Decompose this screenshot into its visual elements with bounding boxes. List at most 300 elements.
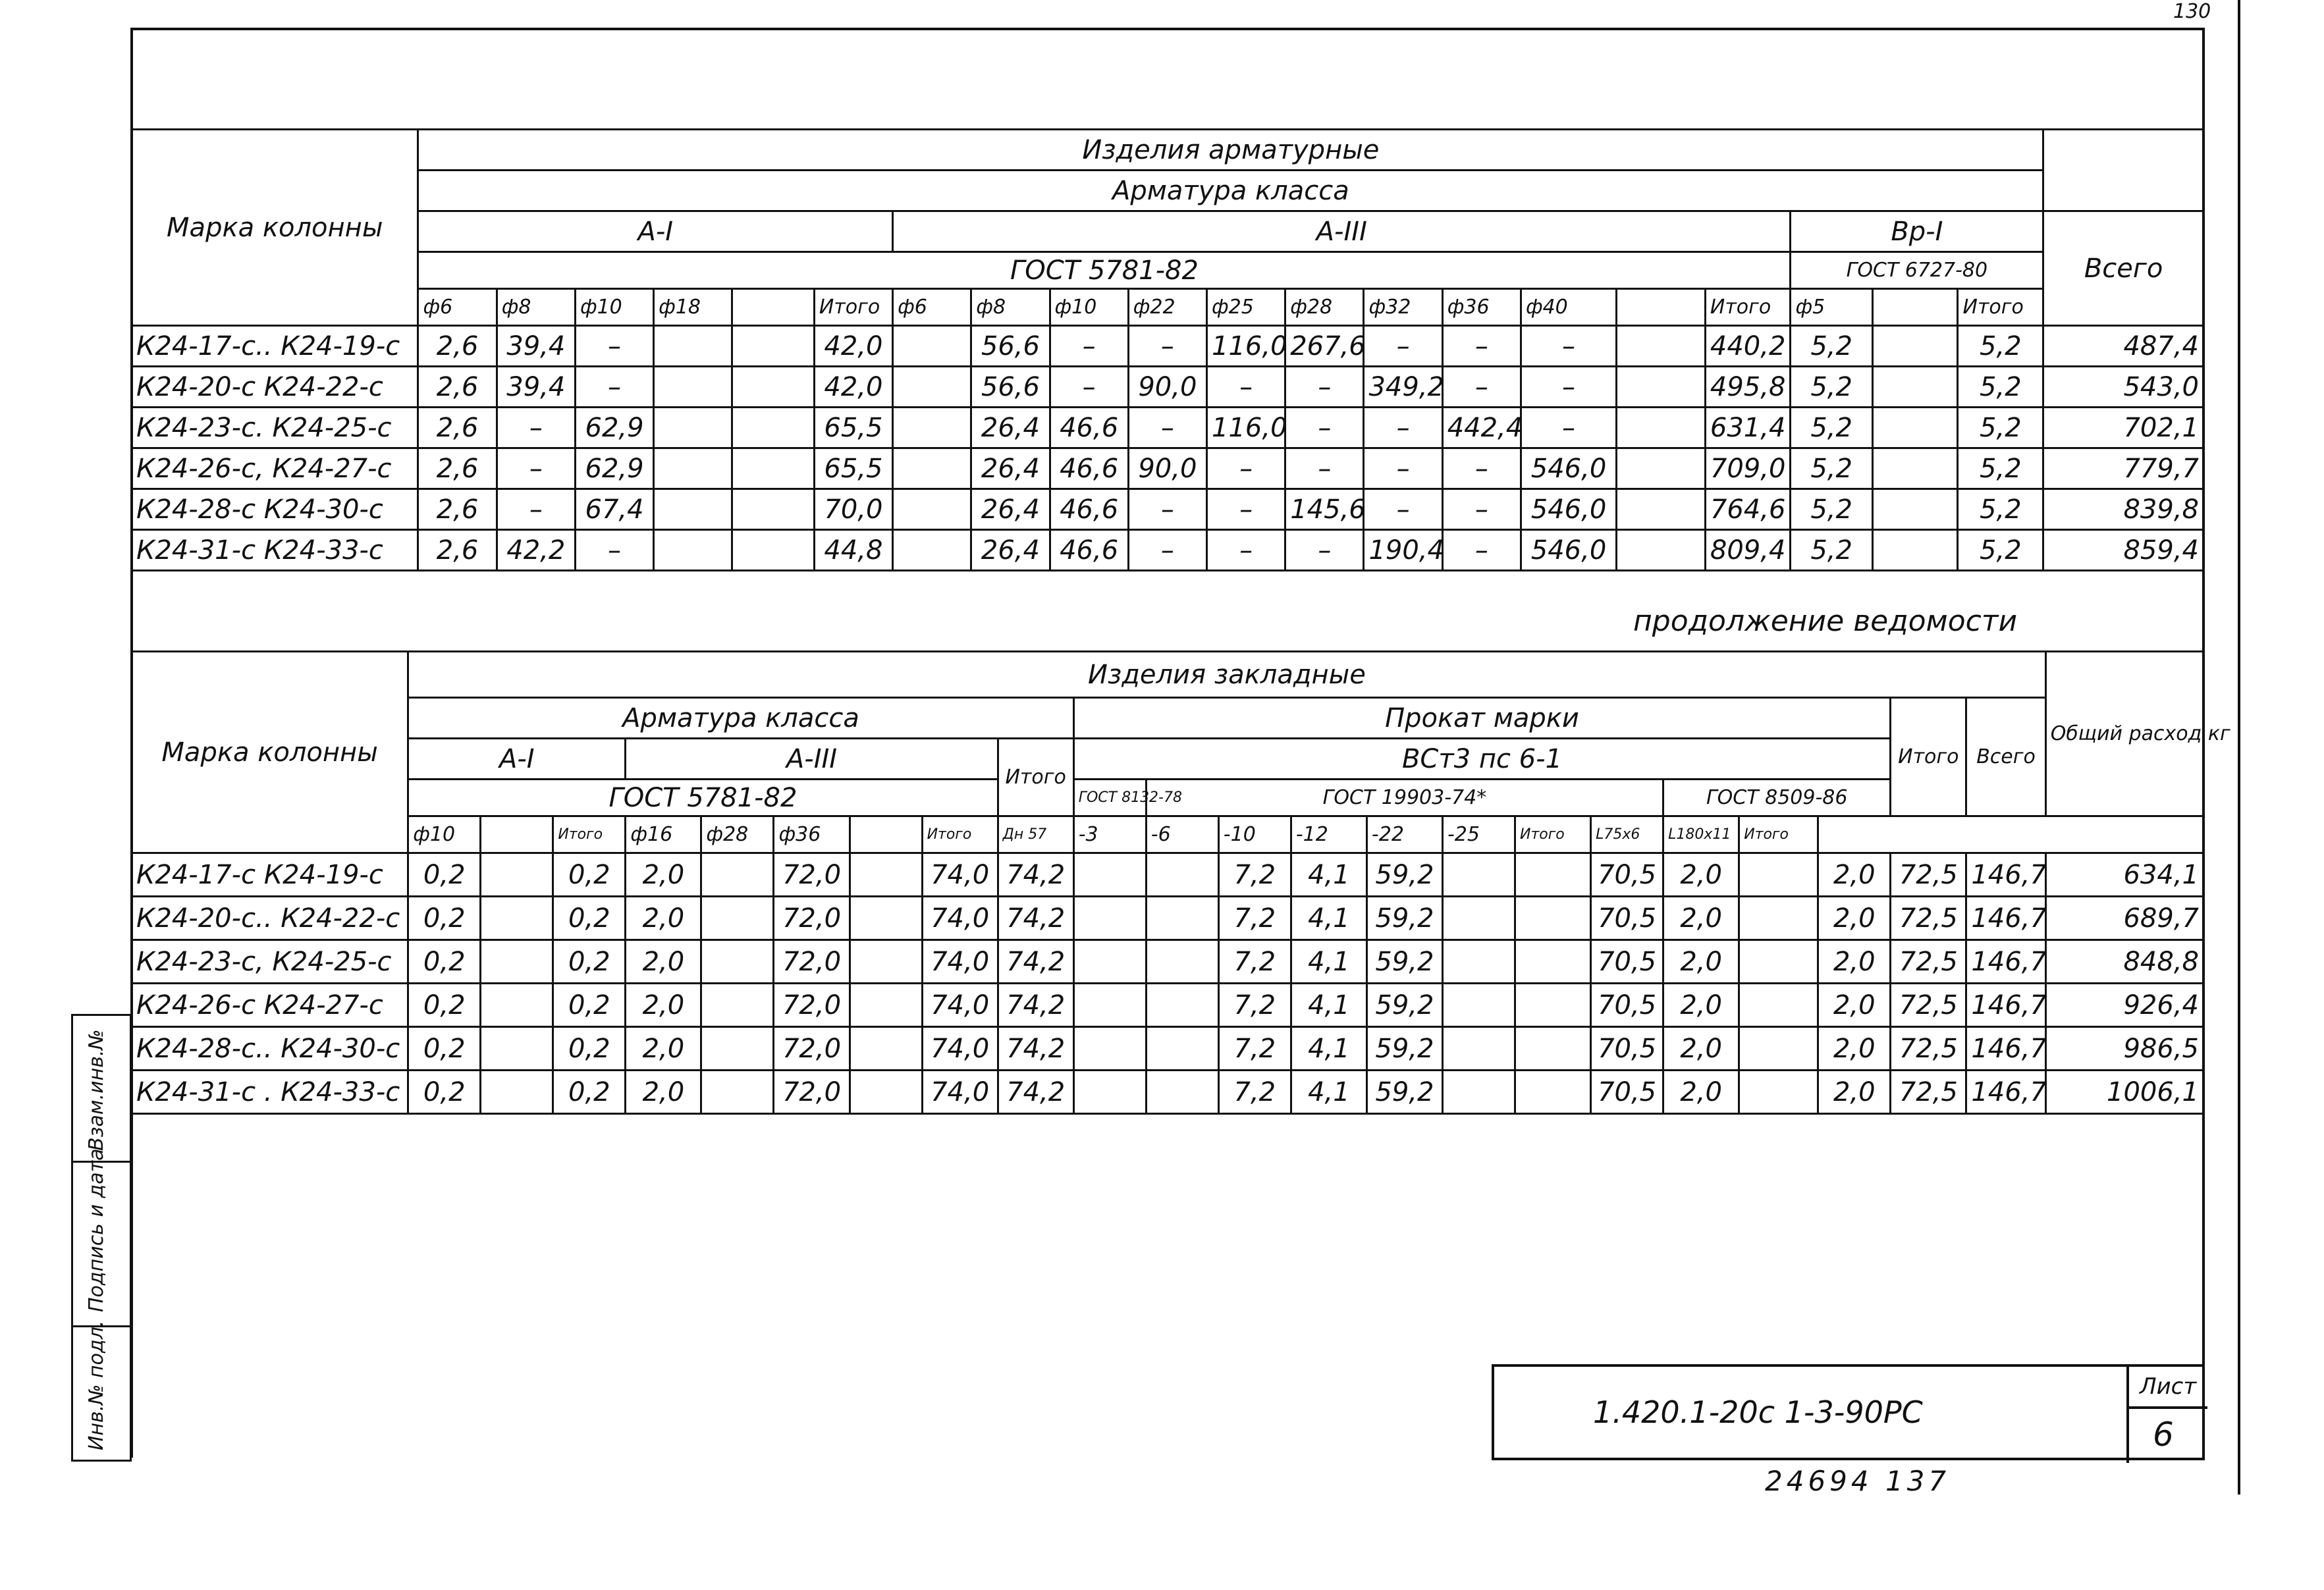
cell-value: 2,0 (626, 897, 701, 940)
cell-value: 67,4 (575, 489, 653, 530)
reinforcement-table (130, 128, 2205, 571)
cell-value (1146, 940, 1218, 984)
cell-value: 74,2 (998, 1071, 1073, 1114)
total-header: Всего (2043, 211, 2204, 326)
cell-value: – (1521, 326, 1616, 367)
cell-value: 74,2 (998, 984, 1073, 1027)
cell-value (1617, 408, 1706, 448)
cell-value: 146,7 (1966, 853, 2045, 897)
bottom-col-header: -6 (1146, 816, 1218, 853)
cell-value (732, 530, 814, 571)
bottom-table-row (132, 1027, 2204, 1071)
bottom-table-row (132, 897, 2204, 940)
cell-value: – (1442, 326, 1521, 367)
column-mark: К24-28-с.. К24-30-с (132, 1027, 408, 1071)
cell-value (1739, 1027, 1818, 1071)
top-col-header: ф36 (1442, 289, 1521, 326)
cell-value (701, 1027, 774, 1071)
cell-value: 90,0 (1128, 448, 1206, 489)
top-col-header: ф8 (971, 289, 1050, 326)
cell-value (1872, 367, 1958, 408)
bottom-col-header: -12 (1291, 816, 1366, 853)
mark-header-2: Марка колонны (132, 652, 408, 853)
top-col-header: Итого (1958, 289, 2043, 326)
cell-value: 74,0 (922, 940, 998, 984)
cell-value: 764,6 (1705, 489, 1791, 530)
cell-value (850, 940, 922, 984)
cell-value: 634,1 (2045, 853, 2203, 897)
cell-value: – (1364, 489, 1442, 530)
cell-value (481, 853, 553, 897)
bottom-col-header: ф16 (626, 816, 701, 853)
cell-value (1617, 448, 1706, 489)
cell-value: – (1050, 326, 1128, 367)
cell-value: 65,5 (814, 448, 892, 489)
cell-value: 859,4 (2043, 530, 2204, 571)
total-header-2: Всего (1966, 698, 2045, 816)
cell-value: 146,7 (1966, 984, 2045, 1027)
side-strip (71, 1014, 132, 1462)
cell-value (1617, 326, 1706, 367)
bottom-col-header (850, 816, 922, 853)
cell-value: 986,5 (2045, 1027, 2203, 1071)
cell-value: 4,1 (1291, 984, 1366, 1027)
top-col-header: ф6 (893, 289, 971, 326)
cell-value: 26,4 (971, 530, 1050, 571)
cell-value (732, 367, 814, 408)
bottom-col-header: ф36 (774, 816, 850, 853)
cell-value (1872, 408, 1958, 448)
cell-value (1872, 448, 1958, 489)
cell-value: 46,6 (1050, 530, 1128, 571)
cell-value (1617, 367, 1706, 408)
cell-value (701, 1071, 774, 1114)
cell-value: 546,0 (1521, 448, 1616, 489)
top-table-row (132, 326, 2204, 367)
cell-value: – (1442, 367, 1521, 408)
cell-value (481, 1027, 553, 1071)
cell-value: 839,8 (2043, 489, 2204, 530)
cell-value (732, 489, 814, 530)
cell-value: 59,2 (1366, 853, 1442, 897)
cell-value: 2,0 (1818, 940, 1891, 984)
cell-value: 7,2 (1218, 1027, 1291, 1071)
cell-value (1515, 897, 1591, 940)
bottom-col-header: -22 (1366, 816, 1442, 853)
cell-value: 5,2 (1791, 326, 1872, 367)
cell-value: 74,2 (998, 1027, 1073, 1071)
cell-value: 1006,1 (2045, 1071, 2203, 1114)
cell-value: 546,0 (1521, 530, 1616, 571)
top-col-header: ф10 (1050, 289, 1128, 326)
cell-value: 146,7 (1966, 897, 2045, 940)
cell-value (893, 448, 971, 489)
top-table-row (132, 367, 2204, 408)
cell-value: 74,0 (922, 1027, 998, 1071)
cell-value: 59,2 (1366, 1027, 1442, 1071)
cell-value (654, 448, 732, 489)
cell-value (701, 897, 774, 940)
right-border-rule (2238, 0, 2240, 1495)
class-title-2: Арматура класса (408, 698, 1073, 739)
cell-value: 0,2 (408, 984, 481, 1027)
cell-value: 46,6 (1050, 408, 1128, 448)
cell-value: 72,0 (774, 853, 850, 897)
cell-value: 495,8 (1705, 367, 1791, 408)
bottom-col-header: Итого (553, 816, 626, 853)
cell-value: 74,0 (922, 897, 998, 940)
cell-value (850, 1071, 922, 1114)
cell-value (1073, 940, 1146, 984)
cell-value: 2,0 (626, 1027, 701, 1071)
cell-value (1515, 1071, 1591, 1114)
top-col-header (1617, 289, 1706, 326)
cell-value (1515, 1027, 1591, 1071)
cell-value (481, 1071, 553, 1114)
cell-value: 848,8 (2045, 940, 2203, 984)
column-mark: К24-20-с К24-22-с (132, 367, 418, 408)
cell-value (701, 853, 774, 897)
column-mark: К24-17-с К24-19-с (132, 853, 408, 897)
cell-value (654, 326, 732, 367)
cell-value: – (1442, 530, 1521, 571)
cell-value: 0,2 (553, 940, 626, 984)
cell-value: – (1521, 367, 1616, 408)
cell-value: 7,2 (1218, 853, 1291, 897)
cell-value: 62,9 (575, 448, 653, 489)
cell-value: 2,0 (1663, 1027, 1739, 1071)
cell-value: – (1285, 408, 1364, 448)
bottom-col-header: Итого (1739, 816, 1818, 853)
cell-value: 4,1 (1291, 853, 1366, 897)
cell-value (1515, 984, 1591, 1027)
cell-value (1442, 1027, 1515, 1071)
cell-value: 72,5 (1891, 1071, 1966, 1114)
cell-value: 5,2 (1958, 408, 2043, 448)
class-title: Арматура класса (418, 171, 2043, 211)
cell-value (1073, 1071, 1146, 1114)
continuation-note: продолжение ведомости (1633, 604, 2018, 638)
cell-value: 779,7 (2043, 448, 2204, 489)
cell-value (701, 940, 774, 984)
cell-value: 44,8 (814, 530, 892, 571)
cell-value (1146, 984, 1218, 1027)
cell-value (893, 408, 971, 448)
bottom-col-header: -10 (1218, 816, 1291, 853)
cell-value: – (1128, 489, 1206, 530)
cell-value: 7,2 (1218, 940, 1291, 984)
cell-value (850, 853, 922, 897)
gost-6727: ГОСТ 6727-80 (1791, 252, 2043, 289)
cell-value: 70,5 (1591, 897, 1663, 940)
cell-value (1073, 1027, 1146, 1071)
cell-value: 5,2 (1791, 530, 1872, 571)
cell-value: 72,0 (774, 1027, 850, 1071)
cell-value (1739, 940, 1818, 984)
title-block (1492, 1364, 2205, 1460)
gost-8509: ГОСТ 8509-86 (1663, 780, 1891, 816)
bottom-col-header: ф28 (701, 816, 774, 853)
cell-value: 70,5 (1591, 984, 1663, 1027)
cell-value: 631,4 (1705, 408, 1791, 448)
cell-value (1146, 1027, 1218, 1071)
cell-value: 2,0 (626, 940, 701, 984)
cell-value: 56,6 (971, 326, 1050, 367)
group-bp1: Вр-I (1791, 211, 2043, 252)
cell-value (1872, 530, 1958, 571)
top-table-row (132, 448, 2204, 489)
top-col-header: ф18 (654, 289, 732, 326)
cell-value: 267,6 (1285, 326, 1364, 367)
cell-value: 4,1 (1291, 940, 1366, 984)
cell-value (1617, 530, 1706, 571)
top-col-header: Итого (1705, 289, 1791, 326)
cell-value (893, 367, 971, 408)
cell-value: – (497, 408, 575, 448)
column-mark: К24-23-с, К24-25-с (132, 940, 408, 984)
top-table-row (132, 489, 2204, 530)
cell-value (1073, 853, 1146, 897)
column-mark: К24-26-с К24-27-с (132, 984, 408, 1027)
column-mark: К24-17-с.. К24-19-с (132, 326, 418, 367)
cell-value (850, 897, 922, 940)
cell-value: 2,0 (1663, 984, 1739, 1027)
top-col-header: ф28 (1285, 289, 1364, 326)
top-col-header: ф40 (1521, 289, 1616, 326)
top-col-header (1872, 289, 1958, 326)
column-mark: К24-23-с. К24-25-с (132, 408, 418, 448)
cell-value: 65,5 (814, 408, 892, 448)
gost-5781: ГОСТ 5781-82 (418, 252, 1791, 289)
cell-value: – (1364, 448, 1442, 489)
cell-value: 72,5 (1891, 984, 1966, 1027)
cell-value: – (575, 530, 653, 571)
bottom-table-row (132, 940, 2204, 984)
cell-value: – (1364, 408, 1442, 448)
cell-value (893, 489, 971, 530)
cell-value (1442, 984, 1515, 1027)
itogo-rebar-header: Итого (998, 739, 1073, 816)
bottom-col-header: ф10 (408, 816, 481, 853)
cell-value: 59,2 (1366, 984, 1442, 1027)
cell-value: 70,5 (1591, 1027, 1663, 1071)
gost-8132: ГОСТ 8132-78 (1073, 780, 1146, 816)
cell-value: 42,0 (814, 367, 892, 408)
cell-value: 5,2 (1958, 530, 2043, 571)
cell-value: 2,0 (1818, 1071, 1891, 1114)
cell-value: 74,2 (998, 940, 1073, 984)
cell-value: – (1207, 489, 1285, 530)
cell-value: 146,7 (1966, 1027, 2045, 1071)
cell-value: 146,7 (1966, 940, 2045, 984)
cell-value: 2,0 (626, 984, 701, 1027)
side-label-replace: Взам.инв.№ (85, 1029, 108, 1151)
document-code: 1.420.1-20с 1-3-90РС (1593, 1394, 1923, 1430)
cell-value: – (1442, 448, 1521, 489)
gost-19903: ГОСТ 19903-74* (1146, 780, 1663, 816)
top-table-row (132, 530, 2204, 571)
cell-value: 7,2 (1218, 1071, 1291, 1114)
top-col-header: ф5 (1791, 289, 1872, 326)
cell-value: 74,2 (998, 897, 1073, 940)
cell-value: – (497, 448, 575, 489)
rolled-title: Прокат марки (1073, 698, 1891, 739)
cell-value: 5,2 (1958, 326, 2043, 367)
cell-value: 4,1 (1291, 1071, 1366, 1114)
cell-value (850, 984, 922, 1027)
bottom-col-header: -3 (1073, 816, 1146, 853)
cell-value: 74,0 (922, 984, 998, 1027)
cell-value: 349,2 (1364, 367, 1442, 408)
cell-value: 0,2 (553, 897, 626, 940)
cell-value: 5,2 (1958, 367, 2043, 408)
cell-value: 2,0 (1818, 897, 1891, 940)
top-col-header: ф10 (575, 289, 653, 326)
cell-value: 5,2 (1791, 448, 1872, 489)
cell-value (481, 940, 553, 984)
cell-value (654, 530, 732, 571)
cell-value (654, 408, 732, 448)
cell-value: 809,4 (1705, 530, 1791, 571)
cell-value: 7,2 (1218, 984, 1291, 1027)
cell-value: 116,0 (1207, 326, 1285, 367)
cell-value: 2,0 (1818, 853, 1891, 897)
cell-value: 59,2 (1366, 1071, 1442, 1114)
sheet-number: 6 (2153, 1416, 2174, 1454)
cell-value: 2,0 (626, 1071, 701, 1114)
top-col-header: ф32 (1364, 289, 1442, 326)
cell-value: 2,0 (1663, 897, 1739, 940)
cell-value: 2,0 (1663, 853, 1739, 897)
cell-value: 2,0 (1818, 1027, 1891, 1071)
cell-value: 0,2 (408, 853, 481, 897)
cell-value: 2,0 (1818, 984, 1891, 1027)
cell-value: 0,2 (408, 1027, 481, 1071)
cell-value: 72,5 (1891, 897, 1966, 940)
cell-value: – (1364, 326, 1442, 367)
cell-value: 74,0 (922, 853, 998, 897)
column-mark: К24-20-с.. К24-22-с (132, 897, 408, 940)
cell-value: 72,0 (774, 1071, 850, 1114)
cell-value (1617, 489, 1706, 530)
cell-value: 72,5 (1891, 1027, 1966, 1071)
cell-value (481, 897, 553, 940)
cell-value: 0,2 (408, 940, 481, 984)
embedded-title: Изделия закладные (408, 652, 2045, 698)
cell-value: – (1128, 408, 1206, 448)
cell-value: 39,4 (497, 326, 575, 367)
group-a3: А-III (893, 211, 1791, 252)
cell-value: – (1128, 530, 1206, 571)
cell-value: 4,1 (1291, 897, 1366, 940)
cell-value: 5,2 (1791, 367, 1872, 408)
cell-value: 39,4 (497, 367, 575, 408)
cell-value: 546,0 (1521, 489, 1616, 530)
cell-value: 72,0 (774, 984, 850, 1027)
cell-value: 190,4 (1364, 530, 1442, 571)
cell-value: 26,4 (971, 489, 1050, 530)
cell-value: – (1207, 448, 1285, 489)
embedded-items-table (130, 650, 2230, 1115)
steel-grade: ВСт3 пс 6-1 (1073, 739, 1891, 780)
cell-value: 70,5 (1591, 853, 1663, 897)
cell-value: 56,6 (971, 367, 1050, 408)
cell-value: 2,6 (418, 530, 497, 571)
cell-value: 59,2 (1366, 897, 1442, 940)
cell-value: 46,6 (1050, 448, 1128, 489)
cell-value (1146, 853, 1218, 897)
cell-value: 4,1 (1291, 1027, 1366, 1071)
cell-value: 0,2 (553, 1027, 626, 1071)
cell-value (1739, 1071, 1818, 1114)
top-col-header (732, 289, 814, 326)
group-a1-2: А-I (408, 739, 626, 780)
cell-value (654, 489, 732, 530)
cell-value (1872, 326, 1958, 367)
cell-value: 5,2 (1791, 408, 1872, 448)
cell-value: 74,2 (998, 853, 1073, 897)
mark-header: Марка колонны (132, 130, 418, 326)
column-mark: К24-31-с К24-33-с (132, 530, 418, 571)
cell-value: 74,0 (922, 1071, 998, 1114)
cell-value: 2,0 (1663, 1071, 1739, 1114)
cell-value: 0,2 (553, 1071, 626, 1114)
cell-value: 0,2 (408, 1071, 481, 1114)
cell-value: 926,4 (2045, 984, 2203, 1027)
cell-value: 689,7 (2045, 897, 2203, 940)
cell-value: – (1285, 367, 1364, 408)
cell-value (1073, 897, 1146, 940)
cell-value: 62,9 (575, 408, 653, 448)
sheet-label: Лист (2140, 1373, 2197, 1400)
cell-value: 59,2 (1366, 940, 1442, 984)
cell-value: – (575, 326, 653, 367)
cell-value: 70,5 (1591, 1071, 1663, 1114)
cell-value: 146,7 (1966, 1071, 2045, 1114)
bottom-table-row (132, 984, 2204, 1027)
cell-value (701, 984, 774, 1027)
cell-value (850, 1027, 922, 1071)
cell-value: 42,2 (497, 530, 575, 571)
cell-value (1515, 940, 1591, 984)
top-col-header: ф22 (1128, 289, 1206, 326)
cell-value: 442,4 (1442, 408, 1521, 448)
group-a1: А-I (418, 211, 893, 252)
cell-value (1442, 1071, 1515, 1114)
bottom-table-row (132, 1071, 2204, 1114)
top-col-header: Итого (814, 289, 892, 326)
column-mark: К24-28-с К24-30-с (132, 489, 418, 530)
cell-value: 26,4 (971, 448, 1050, 489)
cell-value: 0,2 (553, 984, 626, 1027)
cell-value (654, 367, 732, 408)
cell-value: 2,0 (626, 853, 701, 897)
cell-value: 72,5 (1891, 940, 1966, 984)
cell-value: 2,6 (418, 367, 497, 408)
top-col-header: ф8 (497, 289, 575, 326)
cell-value (1739, 853, 1818, 897)
bottom-col-header: L180x11 (1663, 816, 1739, 853)
cell-value: 543,0 (2043, 367, 2204, 408)
overall-header: Общий расход кг (2045, 652, 2203, 816)
cell-value: 2,6 (418, 326, 497, 367)
archive-number: 24694 137 (1765, 1465, 1951, 1497)
cell-value (1739, 984, 1818, 1027)
top-col-header: ф6 (418, 289, 497, 326)
itogo-rolled-header: Итого (1891, 698, 1966, 816)
cell-value: 70,5 (1591, 940, 1663, 984)
cell-value (1146, 1071, 1218, 1114)
